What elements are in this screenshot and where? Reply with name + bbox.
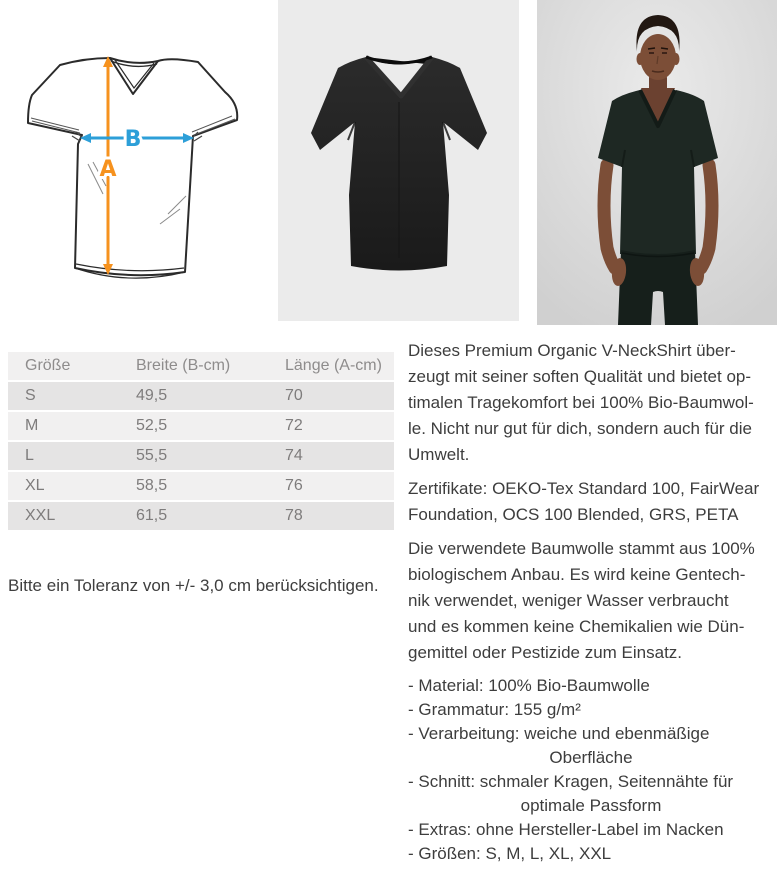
- feature-material: - Material: 100% Bio-Baumwolle: [408, 676, 650, 695]
- table-row: [8, 440, 394, 470]
- model-wearing-shirt-photo: [537, 0, 777, 325]
- size-table: [8, 352, 394, 530]
- width-cell: 52,5: [128, 410, 277, 440]
- size-cell: XXL: [8, 500, 128, 530]
- width-cell: 49,5: [128, 380, 277, 410]
- product-photo-model: [537, 0, 777, 325]
- size-cell: XL: [8, 470, 128, 500]
- label-a: A: [99, 157, 117, 182]
- table-row: [8, 470, 394, 500]
- feature-schnitt: - Schnitt: schmaler Kragen, Seitennähte für: [408, 772, 734, 791]
- length-cell: 78: [277, 500, 394, 530]
- length-cell: 72: [277, 410, 394, 440]
- column-header-groesse: Größe: [25, 357, 71, 374]
- cotton-paragraph: Die verwendete Baumwolle stammt aus 100% biologischem Anbau. Es wird keine Gentech- nik verwendet, weniger Wasser verbraucht und es kommen keine Chemikalien wie Dün- gemittel oder Pestizide zum Einsatz.: [408, 539, 755, 662]
- certificates-paragraph: Zertifikate: OEKO-Tex Standard 100, FairWear Foundation, OCS 100 Blended, GRS, PETA: [408, 479, 760, 524]
- label-b: B: [124, 127, 142, 152]
- table-row: [8, 500, 394, 530]
- feature-list: [408, 674, 774, 866]
- feature-verarbeitung-cont: Oberfläche: [549, 748, 633, 767]
- table-row: [8, 410, 394, 440]
- table-row: [8, 380, 394, 410]
- size-cell: L: [8, 440, 128, 470]
- length-cell: 74: [277, 440, 394, 470]
- width-cell: 58,5: [128, 470, 277, 500]
- feature-schnitt-cont: optimale Passform: [520, 796, 662, 815]
- size-cell: S: [8, 380, 128, 410]
- width-cell: 61,5: [128, 500, 277, 530]
- tolerance-note: Bitte ein Toleranz von +/- 3,0 cm berücksichtigen.: [8, 576, 379, 595]
- feature-extras: - Extras: ohne Hersteller-Label im Nacken: [408, 820, 724, 839]
- size-diagram-image: [10, 44, 245, 284]
- feature-grammatur: - Grammatur: 155 g/m²: [408, 700, 581, 719]
- width-cell: 55,5: [128, 440, 277, 470]
- length-cell: 70: [277, 380, 394, 410]
- feature-groessen: - Größen: S, M, L, XL, XXL: [408, 844, 612, 863]
- length-cell: 76: [277, 470, 394, 500]
- size-table-header-row: [8, 352, 394, 380]
- feature-verarbeitung: - Verarbeitung: weiche und ebenmäßige: [408, 724, 710, 743]
- intro-paragraph: Dieses Premium Organic V-NeckShirt über- zeugt mit seiner soften Qualität und bietet op- timalen Tragekomfort bei 100% Bio-Baumwol- le. Nicht nur gut für dich, sondern auch für die Umwelt.: [408, 341, 754, 464]
- column-header-breite: Breite (B-cm): [136, 357, 231, 374]
- product-photo-flat: [278, 0, 519, 321]
- product-description-text: [408, 338, 774, 866]
- size-cell: M: [8, 410, 128, 440]
- tshirt-outline-drawing: [10, 44, 245, 284]
- black-vneck-shirt-photo: [278, 0, 519, 321]
- column-header-laenge: Länge (A-cm): [285, 357, 382, 374]
